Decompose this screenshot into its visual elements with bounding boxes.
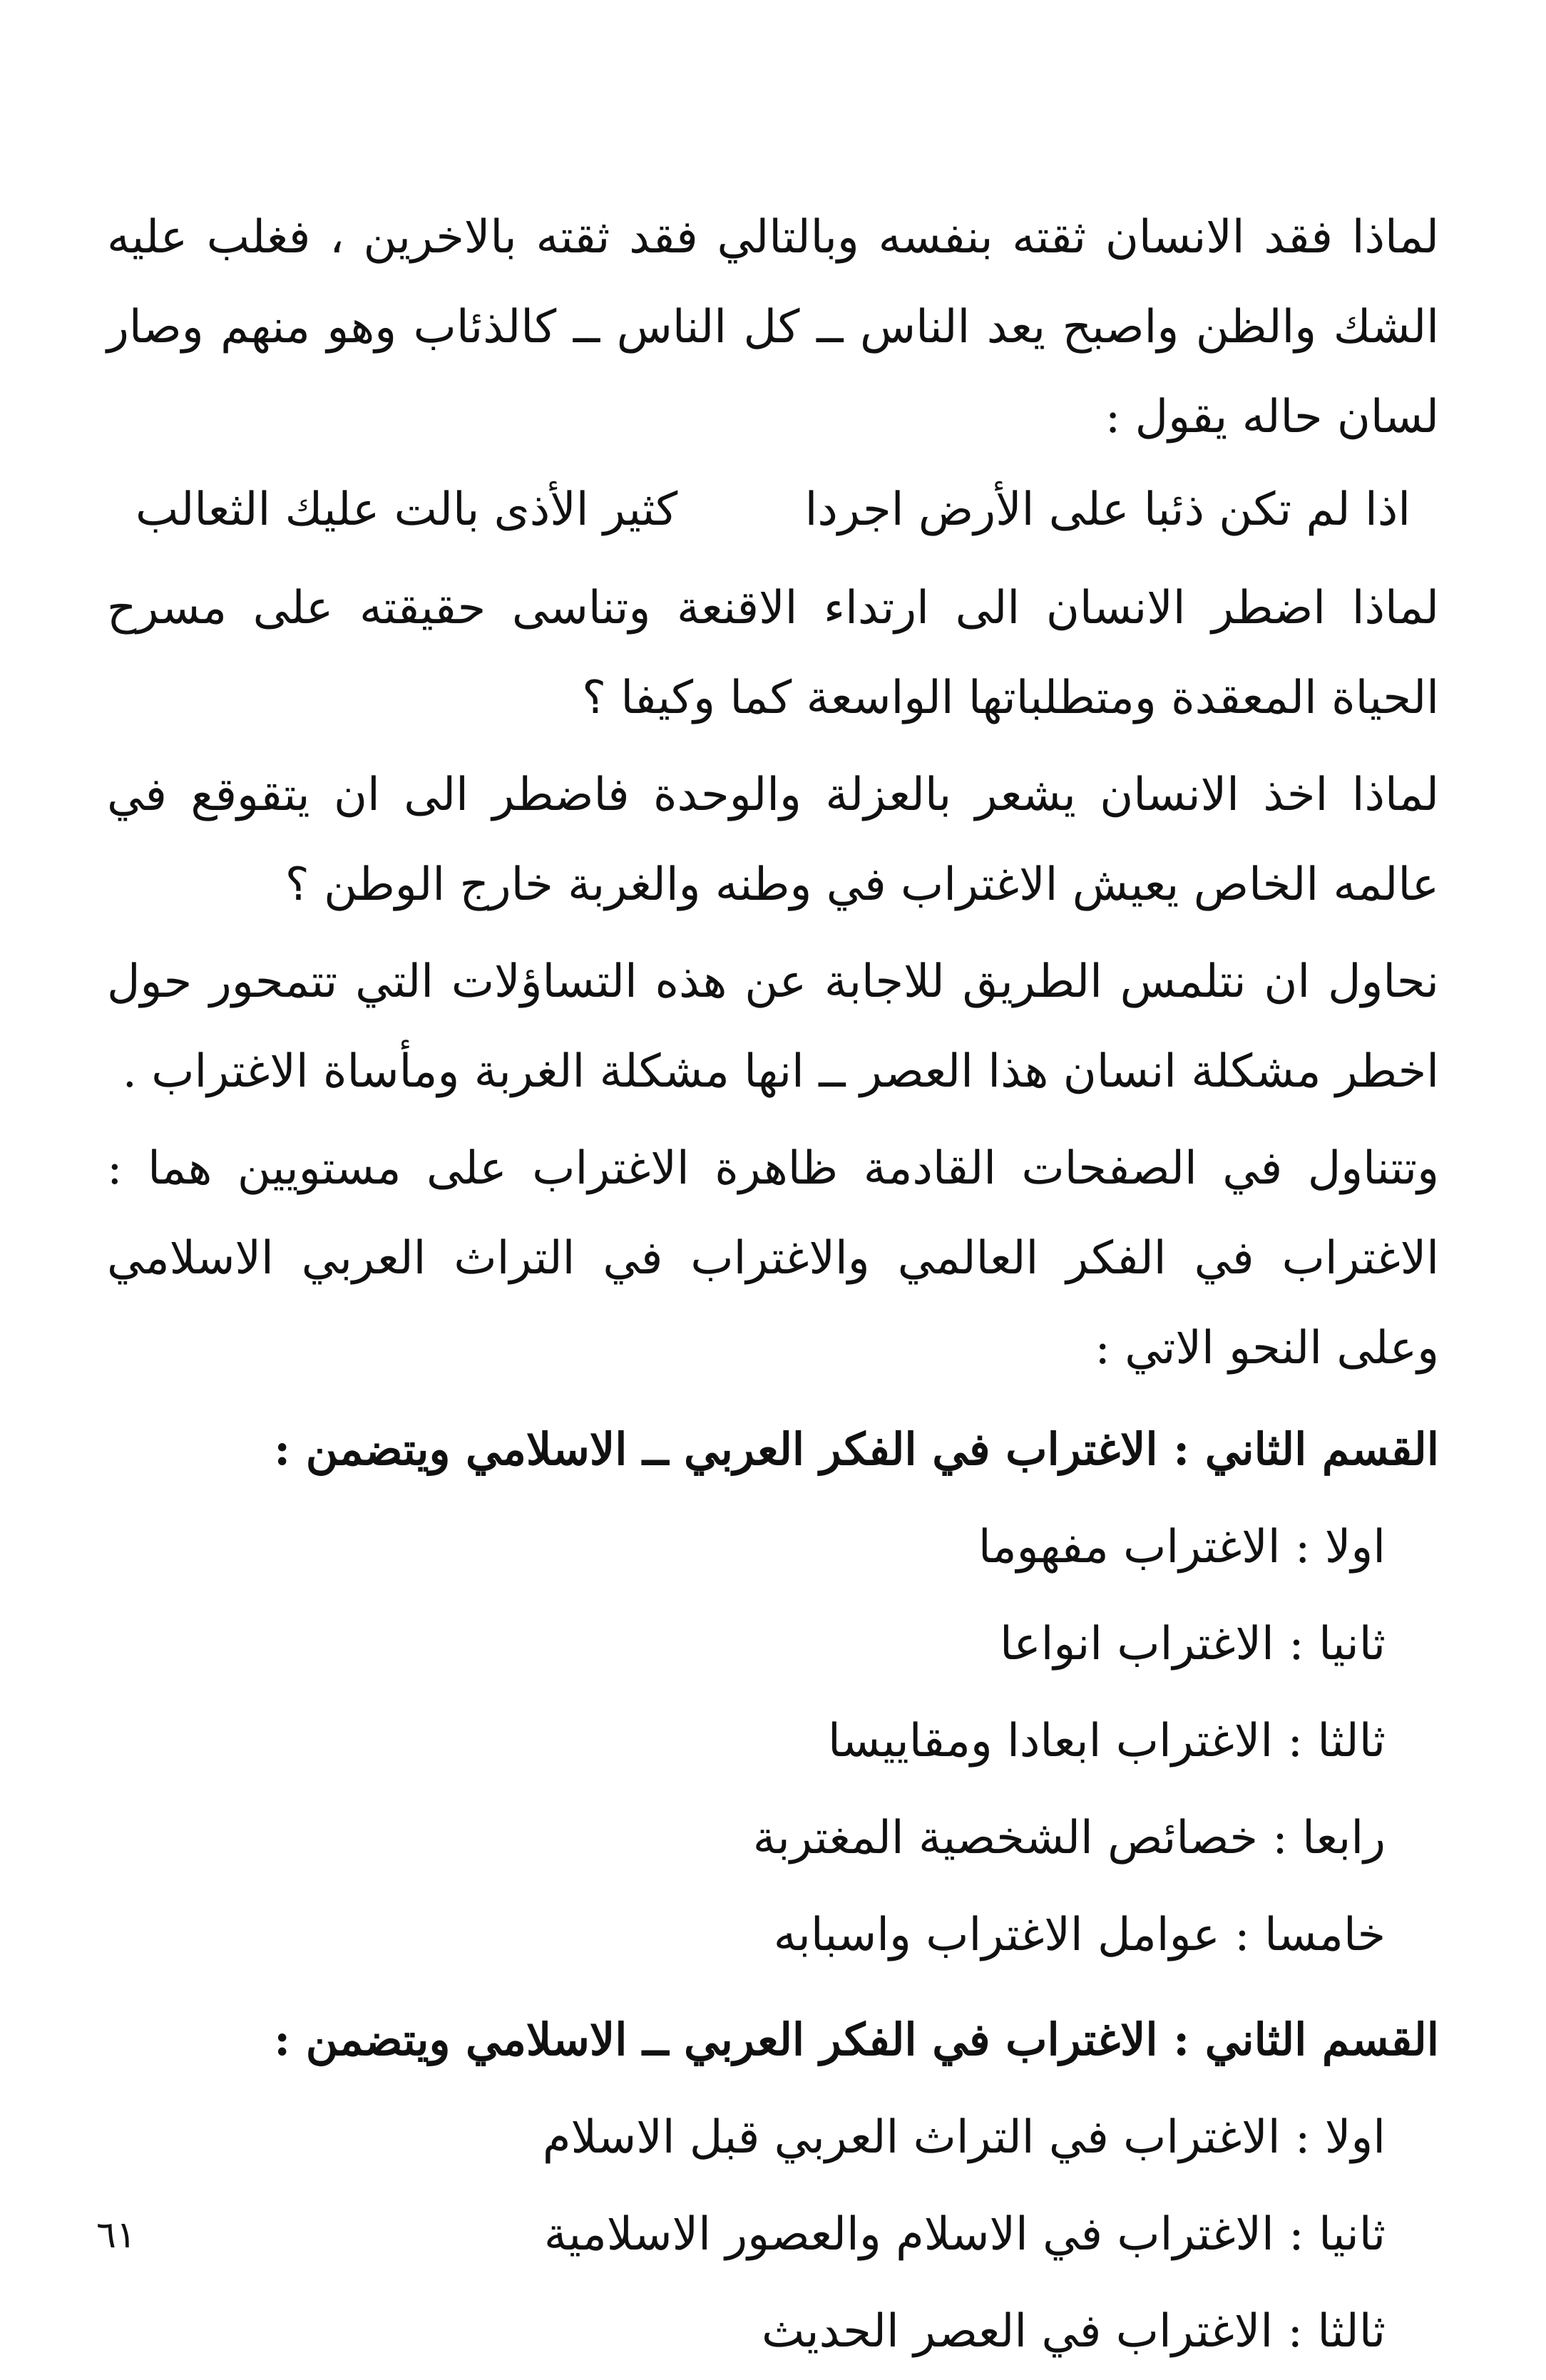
section-2-list bbox=[107, 2089, 1439, 2380]
verse-second-hemistich: كثير الأذى بالت عليك الثعالب bbox=[135, 483, 678, 536]
list-item: اولا : الاغتراب في التراث العربي قبل الاسلام bbox=[542, 2111, 1386, 2164]
paragraph-masks: لماذا اضطر الانسان الى ارتداء الاقنعة وتناسى حقيقته على مسرح الحياة المعقدة ومتطلباتها الواسعة كما وكيفا ؟ bbox=[107, 582, 1439, 724]
section-title-2: القسم الثاني : الاغتراب في الفكر العربي ــ الاسلامي ويتضمن : bbox=[274, 2014, 1439, 2066]
list-item: خامسا : عوامل الاغتراب واسبابه bbox=[773, 1909, 1386, 1961]
poetry-verse bbox=[135, 465, 1411, 555]
paragraph-isolation: لماذا اخذ الانسان يشعر بالعزلة والوحدة فاضطر الى ان يتقوقع في عالمه الخاص يعيش الاغتراب في وطنه والغربة خارج الوطن ؟ bbox=[107, 769, 1439, 911]
list-item: ثانيا : الاغتراب انواعا bbox=[999, 1618, 1386, 1671]
list-item: ثالثا : الاغتراب في العصر الحديث bbox=[761, 2305, 1386, 2358]
paragraph-questions: نحاول ان نتلمس الطريق للاجابة عن هذه التساؤلات التي تتمحور حول اخطر مشكلة انسان هذا العصر ــ انها مشكلة الغربة ومأساة الاغتراب . bbox=[107, 955, 1439, 1098]
list-item: ثانيا : الاغتراب في الاسلام والعصور الاسلامية bbox=[543, 2208, 1386, 2261]
verse-first-hemistich: اذا لم تكن ذئبا على الأرض اجردا bbox=[804, 483, 1411, 536]
list-item: اولا : الاغتراب مفهوما bbox=[978, 1521, 1386, 1574]
section-title-1: القسم الثاني : الاغتراب في الفكر العربي ــ الاسلامي ويتضمن : bbox=[274, 1423, 1439, 1475]
paragraph-intro: لماذا فقد الانسان ثقته بنفسه وبالتالي فقد ثقته بالاخرين ، فغلب عليه الشك والظن واصبح يعد الناس ــ كل الناس ــ كالذئاب وهو منهم وصار لسان حاله يقول : bbox=[107, 211, 1439, 443]
list-item: ثالثا : الاغتراب ابعادا ومقاييسا bbox=[828, 1715, 1386, 1768]
list-item: رابعا : خصائص الشخصية المغتربة bbox=[752, 1812, 1386, 1864]
paragraph-outline: وتتناول في الصفحات القادمة ظاهرة الاغتراب على مستويين هما : الاغتراب في الفكر العالمي والاغتراب في التراث العربي الاسلامي وعلى النحو الاتي : bbox=[107, 1142, 1439, 1375]
page-number: ٦١ bbox=[96, 2214, 136, 2257]
section-1-list bbox=[107, 1499, 1439, 1984]
